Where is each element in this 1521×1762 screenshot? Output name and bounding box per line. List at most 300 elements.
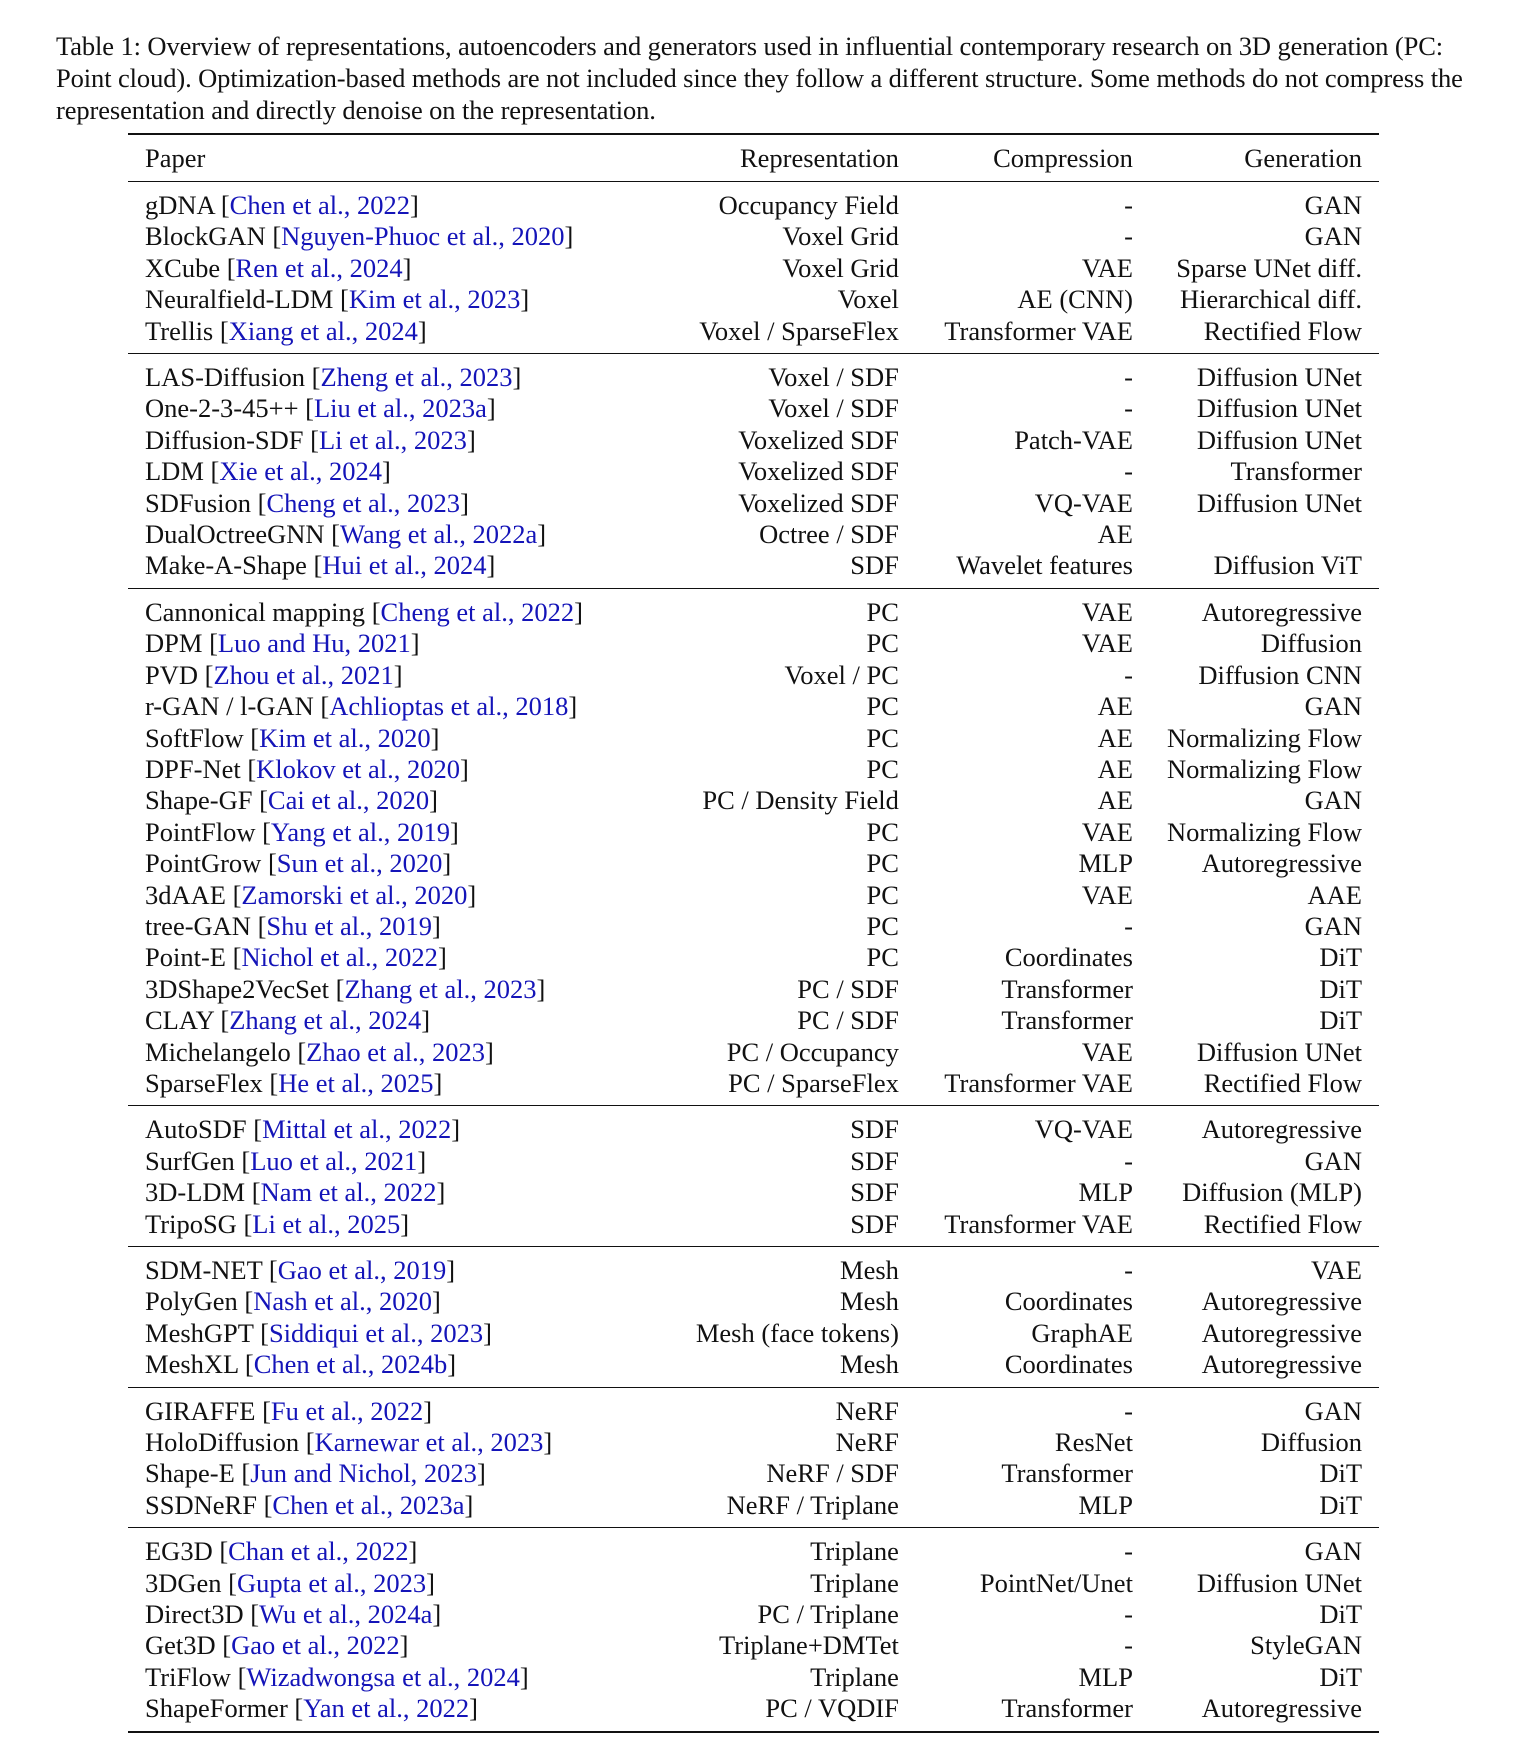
- representation-cell: PC / Occupancy: [726, 1036, 899, 1067]
- compression-cell: VAE: [1081, 816, 1133, 847]
- compression-cell: VAE: [1081, 596, 1133, 627]
- citation-bracket-close: ]: [426, 1567, 435, 1598]
- compression-cell: VAE: [1081, 879, 1133, 910]
- representation-cell: PC / SDF: [797, 973, 899, 1004]
- representation-cell: SDF: [850, 1145, 899, 1176]
- citation-bracket-close: ]: [442, 848, 452, 879]
- table-group: [128, 354, 1379, 589]
- citation-bracket-open: [: [238, 1349, 254, 1380]
- citation-bracket-close: ]: [433, 1067, 443, 1098]
- representation-cell: Mesh: [840, 1349, 899, 1380]
- header-row: [128, 134, 1379, 182]
- table-header: [128, 134, 1379, 182]
- paper-cell: [128, 519, 652, 550]
- representation-cell: Voxel Grid: [782, 221, 899, 252]
- table-row: [128, 182, 1379, 222]
- citation-link[interactable]: Li et al., 2023: [319, 424, 467, 455]
- citation-bracket-open: [: [245, 1177, 261, 1208]
- compression-cell: -: [1124, 1145, 1133, 1176]
- generation-cell: Autoregressive: [1201, 848, 1362, 879]
- citation-bracket-open: [: [365, 596, 381, 627]
- representation-cell: Voxel / SparseFlex: [699, 315, 899, 346]
- citation-link[interactable]: Luo and Hu, 2021: [217, 628, 411, 659]
- compression-cell: -: [1124, 393, 1133, 424]
- table-group: [128, 182, 1379, 354]
- citation-bracket-open: [: [306, 550, 323, 581]
- paper-cell: [128, 1599, 652, 1630]
- compression-cell: ResNet: [1054, 1427, 1133, 1458]
- citation-bracket-open: [: [220, 252, 236, 283]
- citation-bracket-open: [: [304, 362, 321, 393]
- citation-bracket-open: [: [290, 1036, 307, 1067]
- citation-link[interactable]: Luo et al., 2021: [250, 1145, 418, 1176]
- representation-cell: Octree / SDF: [759, 519, 899, 550]
- table-row: [128, 550, 1379, 588]
- citation-link[interactable]: Chen et al., 2024b: [253, 1349, 448, 1380]
- paper-cell: [128, 1146, 652, 1177]
- table-row: [128, 1599, 1379, 1630]
- citation-bracket-close: ]: [460, 487, 469, 518]
- representation-cell: NeRF: [835, 1427, 899, 1458]
- compression-cell: AE (CNN): [1017, 284, 1133, 315]
- paper-cell: [128, 425, 652, 456]
- citation-bracket-open: [: [262, 1255, 278, 1285]
- compression-cell: -: [1124, 910, 1133, 941]
- table-row: [128, 1427, 1379, 1458]
- citation-link[interactable]: Zamorski et al., 2020: [241, 879, 468, 910]
- compression-cell: AE: [1097, 785, 1133, 816]
- table-row: [128, 588, 1379, 628]
- citation-link[interactable]: Gao et al., 2019: [277, 1255, 447, 1285]
- paper-name: 3DShape2VecSet: [145, 973, 329, 1004]
- table-row: [128, 880, 1379, 911]
- table-row: [128, 456, 1379, 487]
- generation-cell: Diffusion UNet: [1196, 424, 1362, 455]
- generation-cell: Diffusion UNet: [1196, 393, 1362, 424]
- citation-bracket-close: ]: [430, 722, 440, 753]
- citation-bracket-open: [: [313, 691, 330, 722]
- paper-name: Cannonical mapping: [145, 596, 366, 627]
- citation-link[interactable]: Nam et al., 2022: [260, 1177, 437, 1208]
- citation-bracket-open: [: [250, 910, 267, 941]
- compression-cell: VQ-VAE: [1034, 487, 1133, 518]
- table-row: [128, 974, 1379, 1005]
- table-row: [128, 1209, 1379, 1247]
- citation-link[interactable]: Gao et al., 2022: [231, 1630, 400, 1661]
- citation-bracket-close: ]: [432, 1286, 441, 1317]
- citation-link[interactable]: Shu et al., 2019: [266, 910, 433, 941]
- paper-cell: [128, 691, 652, 722]
- citation-bracket-open: [: [287, 1693, 304, 1724]
- citation-link[interactable]: Zhang et al., 2023: [344, 973, 537, 1004]
- citation-bracket-open: [: [213, 315, 229, 346]
- citation-bracket-open: [: [265, 221, 282, 252]
- citation-bracket-open: [: [203, 456, 220, 487]
- citation-bracket-open: [: [256, 1489, 273, 1520]
- compression-cell: PointNet/Unet: [979, 1567, 1133, 1598]
- generation-cell: DiT: [1319, 1458, 1362, 1489]
- representation-cell: PC: [866, 816, 899, 847]
- table-group: [128, 1387, 1379, 1528]
- paper-cell: [128, 456, 652, 487]
- table-row: [128, 1005, 1379, 1036]
- representation-cell: Triplane+DMTet: [718, 1630, 899, 1661]
- citation-bracket-close: ]: [469, 1693, 478, 1724]
- table-row: [128, 660, 1379, 691]
- compression-cell: -: [1124, 1536, 1133, 1567]
- citation-bracket-open: [: [329, 973, 345, 1004]
- citation-bracket-open: [: [236, 1208, 253, 1239]
- compression-cell: -: [1124, 456, 1133, 487]
- generation-cell: Autoregressive: [1201, 1286, 1362, 1317]
- citation-link[interactable]: Kim et al., 2020: [259, 722, 431, 753]
- paper-cell: [128, 1427, 652, 1458]
- citation-bracket-open: [: [234, 1145, 251, 1176]
- generation-cell: AAE: [1307, 879, 1362, 910]
- representation-cell: SDF: [850, 1114, 899, 1145]
- paper-cell: [128, 1318, 652, 1349]
- paper-name: Get3D: [145, 1630, 216, 1661]
- paper-cell: [128, 754, 652, 785]
- generation-cell: Normalizing Flow: [1166, 722, 1362, 753]
- paper-name: PolyGen: [145, 1286, 238, 1317]
- representation-cell: PC: [866, 722, 899, 753]
- table-row: [128, 1177, 1379, 1208]
- generation-cell: Diffusion: [1260, 1427, 1362, 1458]
- citation-bracket-open: [: [262, 1067, 279, 1098]
- paper-name: SparseFlex: [145, 1067, 263, 1098]
- citation-bracket-open: [: [243, 722, 260, 753]
- table-group: [128, 1528, 1379, 1732]
- representation-cell: Voxel: [837, 284, 899, 315]
- paper-name: Point-E: [145, 942, 226, 973]
- citation-bracket-close: ]: [429, 785, 438, 816]
- citation-link[interactable]: Jun and Nichol, 2023: [250, 1458, 477, 1489]
- citation-link[interactable]: Zhou et al., 2021: [213, 659, 394, 690]
- citation-link[interactable]: Karnewar et al., 2023: [314, 1427, 544, 1458]
- paper-name: Trellis: [145, 315, 214, 346]
- representation-cell: Triplane: [810, 1536, 899, 1567]
- compression-cell: AE: [1097, 519, 1133, 550]
- table-row: [128, 253, 1379, 284]
- citation-bracket-open: [: [225, 879, 242, 910]
- header-generation: Generation: [1244, 143, 1362, 173]
- citation-bracket-open: [: [261, 848, 277, 879]
- paper-cell: [128, 1458, 652, 1489]
- citation-bracket-open: [: [214, 190, 230, 220]
- paper-name: SurfGen: [145, 1145, 235, 1176]
- compression-cell: VAE: [1081, 628, 1133, 659]
- citation-link[interactable]: Wu et al., 2024a: [259, 1599, 433, 1630]
- paper-cell: [128, 221, 652, 252]
- paper-name: PVD: [145, 659, 199, 690]
- generation-cell: Rectified Flow: [1203, 1208, 1362, 1239]
- table-row: [128, 1349, 1379, 1387]
- paper-cell: [128, 1068, 652, 1106]
- compression-cell: Coordinates: [1004, 1349, 1133, 1380]
- paper-name: DPM: [145, 628, 203, 659]
- table-row: [128, 942, 1379, 973]
- citation-bracket-open: [: [303, 424, 319, 455]
- citation-link[interactable]: Kim et al., 2023: [348, 284, 521, 315]
- representation-cell: NeRF / Triplane: [726, 1489, 899, 1520]
- citation-bracket-close: ]: [512, 362, 522, 393]
- citation-link[interactable]: Hui et al., 2024: [322, 550, 487, 581]
- citation-link[interactable]: Siddiqui et al., 2023: [268, 1317, 484, 1348]
- citation-link[interactable]: Cheng et al., 2022: [380, 596, 575, 627]
- citation-bracket-close: ]: [484, 1036, 494, 1067]
- citation-bracket-close: ]: [466, 424, 476, 455]
- citation-bracket-close: ]: [409, 190, 419, 220]
- paper-cell: [128, 1005, 652, 1036]
- paper-cell: [128, 1662, 652, 1693]
- generation-cell: DiT: [1319, 973, 1362, 1004]
- compression-cell: -: [1124, 659, 1133, 690]
- citation-bracket-open: [: [234, 1458, 251, 1489]
- compression-cell: Transformer: [1001, 1693, 1133, 1724]
- table-row: [128, 1146, 1379, 1177]
- paper-cell: [128, 817, 652, 848]
- citation-bracket-close: ]: [417, 1145, 427, 1176]
- generation-cell: [1150, 519, 1379, 550]
- paper-cell: [128, 880, 652, 911]
- citation-bracket-close: ]: [381, 456, 391, 487]
- citation-bracket-close: ]: [450, 816, 459, 847]
- representation-cell: PC / VQDIF: [765, 1693, 899, 1724]
- paper-name: XCube: [145, 252, 221, 283]
- representation-cell: Occupancy Field: [718, 190, 899, 220]
- paper-cell: [128, 974, 652, 1005]
- generation-cell: Hierarchical diff.: [1180, 284, 1362, 315]
- citation-link[interactable]: Achlioptas et al., 2018: [329, 691, 569, 722]
- table-group: [128, 1106, 1379, 1247]
- citation-link[interactable]: Cheng et al., 2023: [266, 487, 461, 518]
- paper-name: One-2-3-45++: [145, 393, 299, 424]
- table-row: [128, 1286, 1379, 1317]
- table-row: [128, 1068, 1379, 1106]
- compression-cell: Transformer VAE: [944, 1067, 1133, 1098]
- paper-name: GIRAFFE: [145, 1395, 256, 1426]
- citation-link[interactable]: Sun et al., 2020: [276, 848, 443, 879]
- citation-bracket-close: ]: [451, 1114, 461, 1145]
- citation-bracket-close: ]: [446, 1255, 456, 1285]
- paper-name: tree-GAN: [145, 910, 251, 941]
- paper-cell: [128, 284, 652, 315]
- citation-bracket-open: [: [251, 487, 267, 518]
- compression-cell: -: [1124, 1395, 1133, 1426]
- paper-name: EG3D: [145, 1536, 213, 1567]
- citation-bracket-open: [: [252, 785, 268, 816]
- paper-cell: [128, 1693, 652, 1731]
- citation-link[interactable]: Zheng et al., 2023: [320, 362, 513, 393]
- citation-bracket-open: [: [298, 393, 314, 424]
- generation-cell: VAE: [1310, 1255, 1362, 1285]
- paper-cell: [128, 1387, 652, 1427]
- generation-cell: GAN: [1304, 1395, 1362, 1426]
- citation-link[interactable]: Chen et al., 2022: [229, 190, 410, 220]
- citation-link[interactable]: Klokov et al., 2020: [256, 753, 461, 784]
- citation-link[interactable]: Cai et al., 2020: [267, 785, 430, 816]
- representation-cell: PC: [866, 596, 899, 627]
- citation-link[interactable]: Xiang et al., 2024: [228, 315, 418, 346]
- compression-cell: Transformer: [1001, 1458, 1133, 1489]
- table-row: [128, 1387, 1379, 1427]
- citation-link[interactable]: Yang et al., 2019: [270, 816, 451, 847]
- representation-cell: Voxel Grid: [782, 252, 899, 283]
- citation-bracket-open: [: [246, 1114, 263, 1145]
- compression-cell: Wavelet features: [956, 550, 1133, 581]
- paper-name: ShapeFormer: [145, 1693, 288, 1724]
- paper-name: PointGrow: [145, 848, 262, 879]
- citation-link[interactable]: He et al., 2025: [278, 1067, 434, 1098]
- citation-bracket-close: ]: [447, 1349, 457, 1380]
- citation-link[interactable]: Nash et al., 2020: [253, 1286, 433, 1317]
- paper-name: DPF-Net: [145, 753, 241, 784]
- citation-bracket-open: [: [324, 519, 340, 550]
- citation-bracket-open: [: [237, 1286, 254, 1317]
- paper-name: TriFlow: [145, 1661, 231, 1692]
- table-row: [128, 1630, 1379, 1661]
- representation-cell: Triplane: [810, 1661, 899, 1692]
- table-row: [128, 691, 1379, 722]
- generation-cell: GAN: [1304, 190, 1362, 220]
- representation-cell: SDF: [850, 1208, 899, 1239]
- citation-bracket-open: [: [202, 628, 218, 659]
- compression-cell: Transformer: [1001, 1005, 1133, 1036]
- paper-cell: [128, 1177, 652, 1208]
- citation-bracket-open: [: [253, 1317, 269, 1348]
- paper-name: Diffusion-SDF: [145, 424, 304, 455]
- citation-link[interactable]: Zhao et al., 2023: [306, 1036, 485, 1067]
- citation-link[interactable]: Fu et al., 2022: [270, 1395, 424, 1426]
- citation-bracket-close: ]: [417, 315, 427, 346]
- table-row: [128, 488, 1379, 519]
- citation-link[interactable]: Ren et al., 2024: [235, 252, 403, 283]
- citation-link[interactable]: Yan et al., 2022: [303, 1693, 470, 1724]
- citation-bracket-close: ]: [519, 1661, 529, 1692]
- citation-bracket-open: [: [212, 1536, 229, 1567]
- citation-link[interactable]: Liu et al., 2023a: [313, 393, 487, 424]
- paper-name: Make-A-Shape: [145, 550, 307, 581]
- table-row: [128, 1662, 1379, 1693]
- citation-bracket-open: [: [255, 1395, 271, 1426]
- table-row: [128, 785, 1379, 816]
- citation-bracket-close: ]: [400, 1208, 410, 1239]
- citation-link[interactable]: Chen et al., 2023a: [272, 1489, 465, 1520]
- paper-cell: [128, 488, 652, 519]
- paper-cell: [128, 1349, 652, 1387]
- paper-name: HoloDiffusion: [145, 1427, 300, 1458]
- paper-name: Shape-E: [145, 1458, 235, 1489]
- compression-cell: VAE: [1081, 252, 1133, 283]
- citation-link[interactable]: Nguyen-Phuoc et al., 2020: [281, 221, 565, 252]
- generation-cell: Autoregressive: [1201, 1317, 1362, 1348]
- paper-cell: [128, 550, 652, 588]
- paper-name: gDNA: [145, 190, 215, 220]
- paper-cell: [128, 1490, 652, 1528]
- citation-link[interactable]: Wang et al., 2022a: [340, 519, 538, 550]
- table-row: [128, 316, 1379, 354]
- compression-cell: AE: [1097, 753, 1133, 784]
- citation-link[interactable]: Gupta et al., 2023: [237, 1567, 427, 1598]
- representation-cell: PC / Density Field: [702, 785, 899, 816]
- table-row: [128, 221, 1379, 252]
- representation-cell: NeRF / SDF: [766, 1458, 899, 1489]
- paper-name: 3DGen: [145, 1567, 222, 1598]
- citation-link[interactable]: Nichol et al., 2022: [241, 942, 438, 973]
- citation-bracket-close: ]: [432, 1599, 442, 1630]
- representation-cell: Voxel / SDF: [768, 362, 899, 393]
- paper-name: SoftFlow: [145, 722, 244, 753]
- paper-name: CLAY: [145, 1005, 214, 1036]
- paper-name: SDM-NET: [145, 1255, 263, 1285]
- paper-cell: [128, 354, 652, 394]
- compression-cell: Transformer VAE: [944, 315, 1133, 346]
- header-compression: Compression: [993, 143, 1133, 173]
- citation-bracket-open: [: [243, 1599, 260, 1630]
- table-row: [128, 519, 1379, 550]
- representation-cell: PC: [866, 910, 899, 941]
- compression-cell: -: [1124, 362, 1133, 393]
- compression-cell: Transformer VAE: [944, 1208, 1133, 1239]
- paper-name: MeshGPT: [145, 1317, 254, 1348]
- citation-bracket-close: ]: [537, 519, 547, 550]
- generation-cell: GAN: [1304, 691, 1362, 722]
- table-row: [128, 393, 1379, 424]
- citation-link[interactable]: Li et al., 2025: [252, 1208, 401, 1239]
- generation-cell: DiT: [1319, 1005, 1362, 1036]
- citation-link[interactable]: Wizadwongsa et al., 2024: [246, 1661, 520, 1692]
- citation-bracket-close: ]: [574, 596, 583, 627]
- representation-cell: PC: [866, 691, 899, 722]
- citation-bracket-close: ]: [476, 1458, 486, 1489]
- paper-cell: [128, 723, 652, 754]
- representation-cell: PC: [866, 628, 899, 659]
- table-row: [128, 1568, 1379, 1599]
- citation-bracket-close: ]: [421, 1005, 431, 1036]
- citation-bracket-open: [: [230, 1661, 247, 1692]
- generation-cell: Diffusion CNN: [1198, 659, 1362, 690]
- generation-cell: GAN: [1304, 785, 1362, 816]
- representation-cell: Voxelized SDF: [738, 487, 899, 518]
- citation-bracket-close: ]: [460, 753, 469, 784]
- compression-cell: MLP: [1078, 1489, 1133, 1520]
- representation-cell: Voxel / SDF: [768, 393, 899, 424]
- table-row: [128, 1490, 1379, 1528]
- compression-cell: MLP: [1078, 1661, 1133, 1692]
- citation-link[interactable]: Xie et al., 2024: [219, 456, 382, 487]
- compression-cell: -: [1124, 1255, 1133, 1285]
- citation-bracket-close: ]: [483, 1317, 492, 1348]
- generation-cell: GAN: [1304, 910, 1362, 941]
- citation-link[interactable]: Mittal et al., 2022: [262, 1114, 452, 1145]
- citation-bracket-open: [: [255, 816, 271, 847]
- generation-cell: Autoregressive: [1201, 1114, 1362, 1145]
- paper-cell: [128, 942, 652, 973]
- citation-bracket-open: [: [221, 1567, 237, 1598]
- citation-link[interactable]: Chan et al., 2022: [228, 1536, 409, 1567]
- paper-cell: [128, 588, 652, 628]
- representation-cell: SDF: [850, 550, 899, 581]
- representation-cell: Voxelized SDF: [738, 424, 899, 455]
- citation-link[interactable]: Zhang et al., 2024: [229, 1005, 422, 1036]
- representation-cell: NeRF: [835, 1395, 899, 1426]
- paper-name: LAS-Diffusion: [145, 362, 305, 393]
- citation-bracket-close: ]: [568, 691, 578, 722]
- table-row: [128, 354, 1379, 394]
- paper-name: SSDNeRF: [145, 1489, 257, 1520]
- compression-cell: MLP: [1078, 1177, 1133, 1208]
